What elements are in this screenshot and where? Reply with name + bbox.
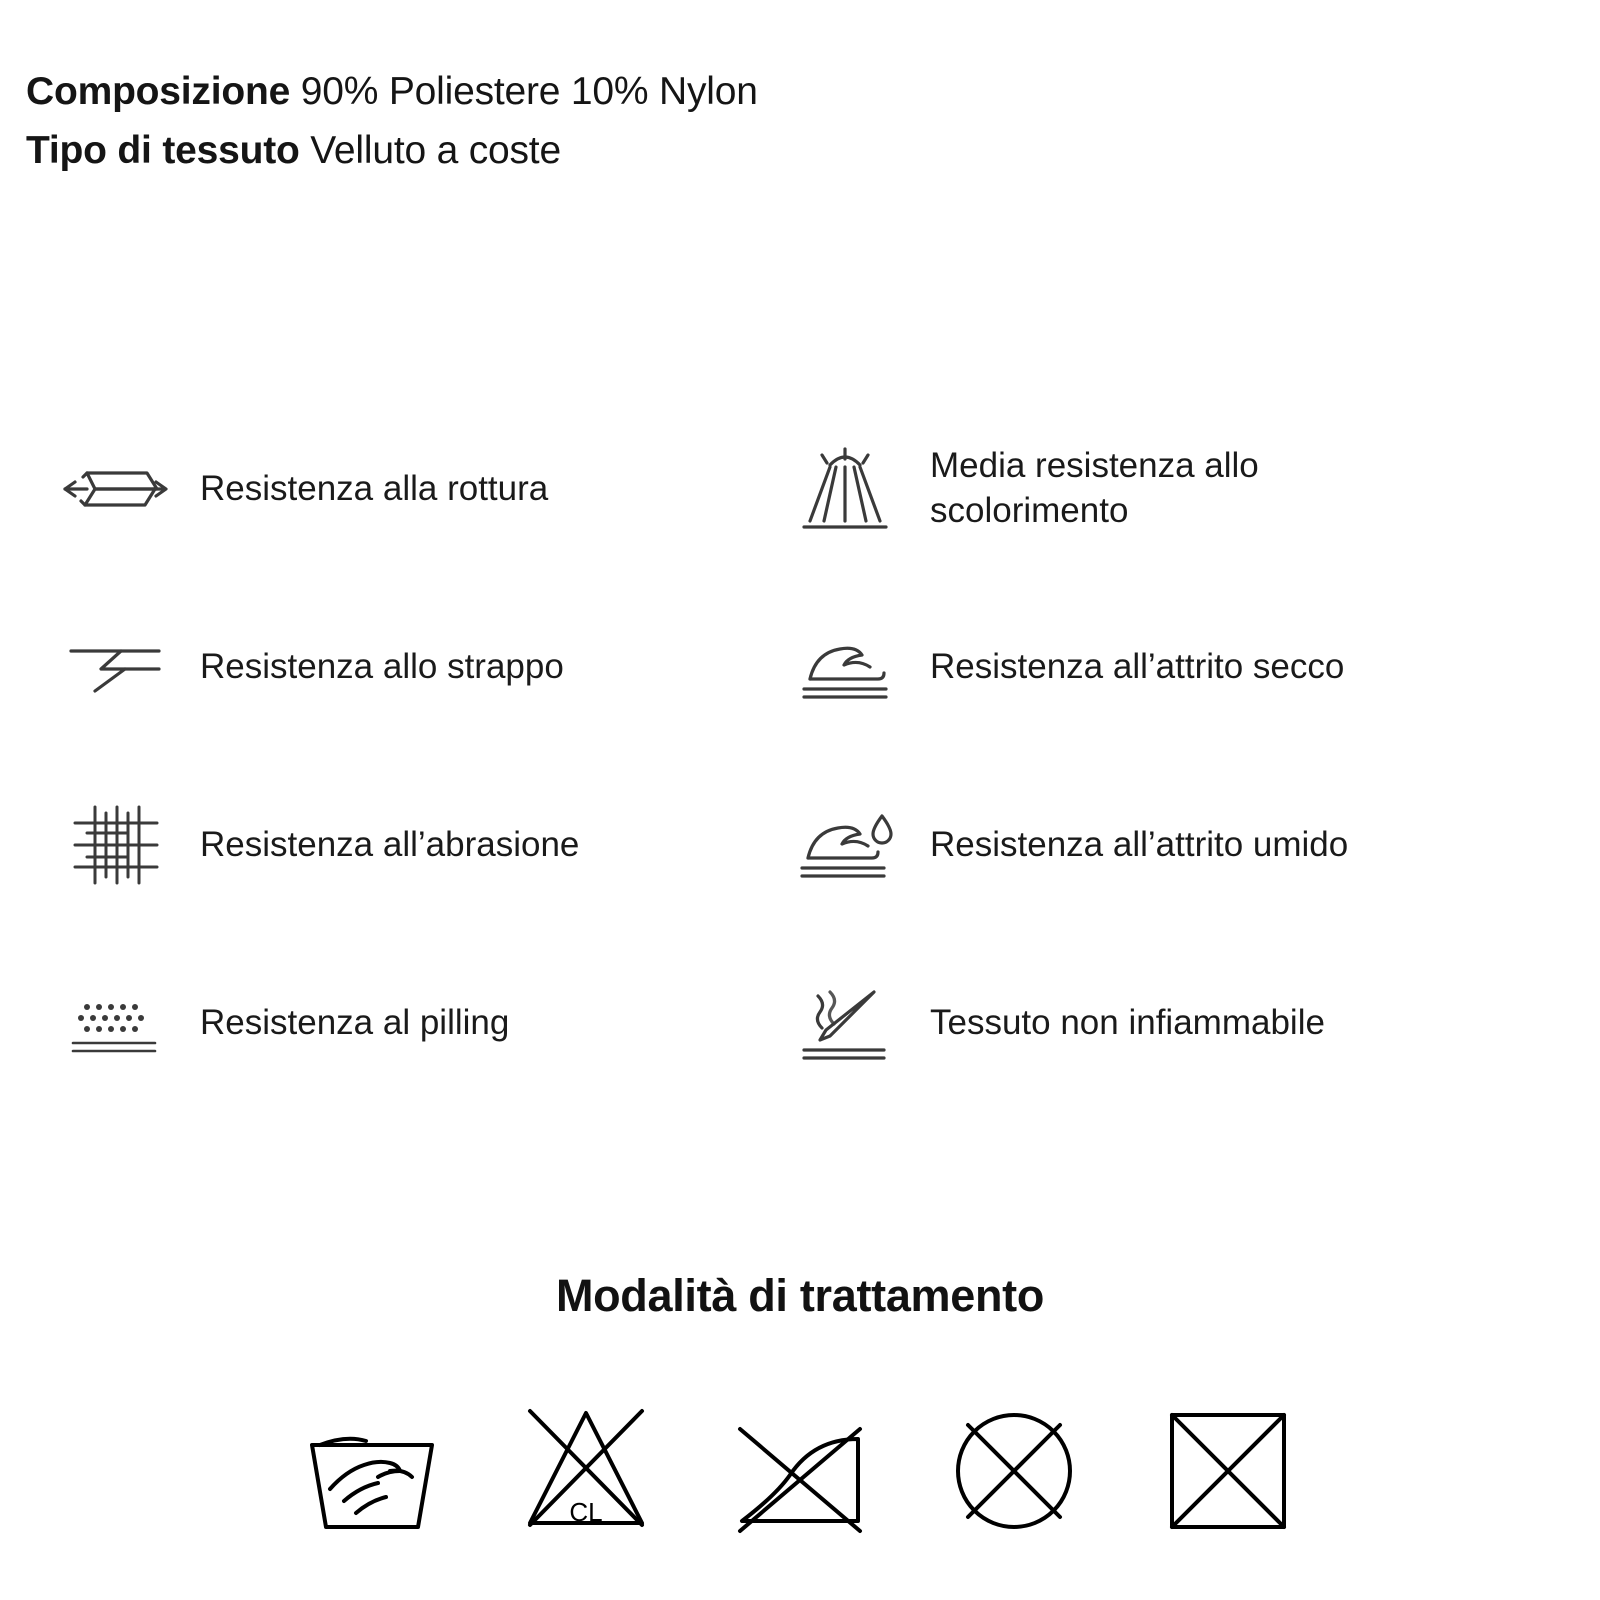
abrasion-resistance-icon bbox=[60, 795, 170, 895]
care-symbols-row bbox=[0, 1385, 1600, 1550]
care-section-title: Modalità di trattamento bbox=[555, 1270, 1045, 1321]
hand-wash-icon bbox=[302, 1385, 442, 1550]
pilling-resistance-icon bbox=[60, 973, 170, 1073]
do-not-iron-icon bbox=[730, 1385, 870, 1550]
rip-resistance-icon bbox=[60, 617, 170, 717]
do-not-bleach-cl-icon bbox=[516, 1385, 656, 1550]
property-label: Resistenza all’abrasione bbox=[200, 824, 580, 864]
property-label: Resistenza alla rottura bbox=[200, 468, 549, 508]
fabric-type-label: Tipo di tessuto bbox=[26, 129, 300, 173]
property-label: Tessuto non infiammabile bbox=[930, 1002, 1325, 1042]
wet-rub-resistance-icon bbox=[790, 795, 900, 895]
property-label: Media resistenza allo scolorimento bbox=[930, 446, 1259, 530]
property-item-dry-rub bbox=[790, 578, 1600, 756]
do-not-tumble-dry-icon bbox=[1158, 1385, 1298, 1550]
header-line-fabric-type bbox=[26, 121, 1426, 180]
property-item-non-flammable bbox=[790, 934, 1600, 1112]
property-label: Resistenza all’attrito secco bbox=[930, 646, 1345, 686]
tear-strength-icon bbox=[60, 439, 170, 539]
property-item-wet-rub bbox=[790, 756, 1600, 934]
fabric-type-value: Velluto a coste bbox=[310, 129, 561, 173]
sun-fade-resistance-icon bbox=[790, 439, 900, 539]
property-item-colour-fastness bbox=[790, 400, 1600, 578]
property-item-rip-resistance bbox=[0, 578, 790, 756]
property-label: Resistenza all’attrito umido bbox=[930, 824, 1349, 864]
composition-label: Composizione bbox=[26, 70, 291, 113]
fabric-properties-grid bbox=[0, 400, 1600, 1112]
property-item-abrasion bbox=[0, 756, 790, 934]
dry-rub-resistance-icon bbox=[790, 617, 900, 717]
property-item-break-strength bbox=[0, 400, 790, 578]
property-label: Resistenza allo strappo bbox=[200, 646, 564, 686]
property-item-pilling bbox=[0, 934, 790, 1112]
do-not-dry-clean-icon bbox=[944, 1385, 1084, 1550]
non-flammable-icon bbox=[790, 973, 900, 1073]
header-line-composition bbox=[26, 62, 1426, 121]
composition-header bbox=[26, 62, 1426, 181]
bleach-symbol-text: CL bbox=[569, 1496, 603, 1527]
property-label: Resistenza al pilling bbox=[200, 1002, 510, 1042]
composition-value: 90% Poliestere 10% Nylon bbox=[300, 70, 758, 113]
